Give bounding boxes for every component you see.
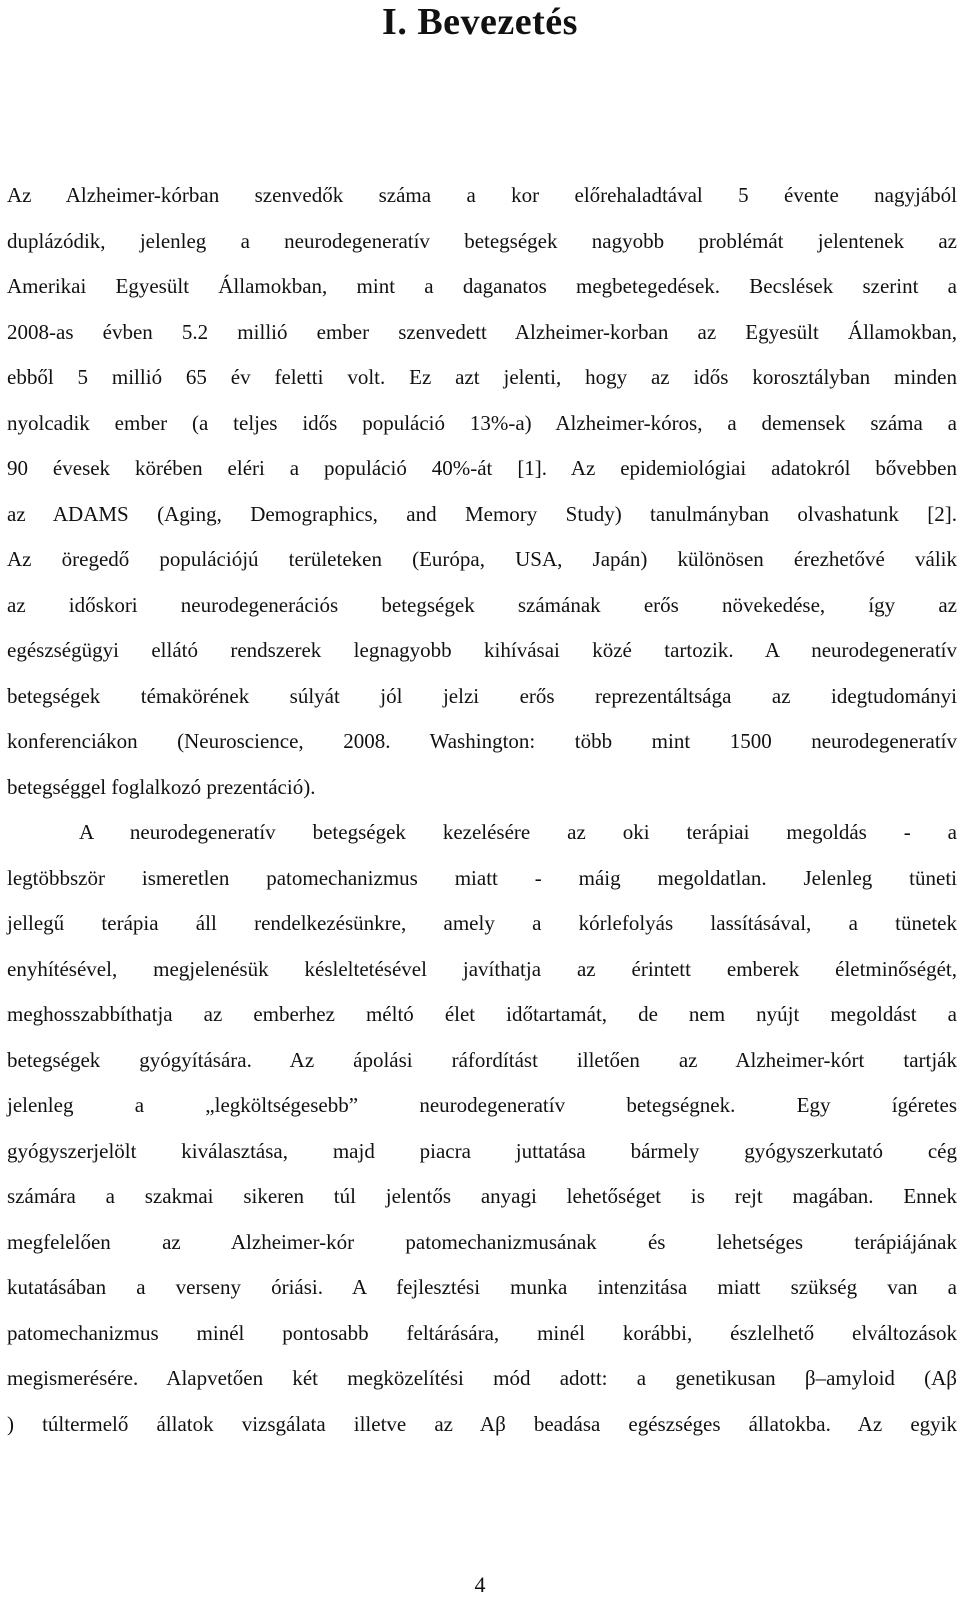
text-line: legtöbbször ismeretlen patomechanizmus miatt - máig megoldatlan. Jelenleg tüneti — [7, 865, 957, 890]
text-line: enyhítésével, megjelenésük késleltetésével javíthatja az érintett emberek életminőségét, — [7, 956, 957, 981]
text-line: 90 évesek körében eléri a populáció 40%-át [1]. Az epidemiológiai adatokról bővebben — [7, 456, 957, 480]
text-line: kutatásában a verseny óriási. A fejlesztési munka intenzitása miatt szükség van a — [7, 1275, 957, 1299]
text-line: megismerésére. Alapvetően két megközelítési mód adott: a genetikusan β–amyloid (Aβ — [7, 1366, 957, 1390]
paragraph-1 — [7, 173, 957, 810]
text-line: konferenciákon (Neuroscience, 2008. Washington: több mint 1500 neurodegeneratív — [7, 729, 957, 753]
text-line: jellegű terápia áll rendelkezésünkre, amely a kórlefolyás lassításával, a tünetek — [7, 911, 957, 935]
text-line: 2008-as évben 5.2 millió ember szenvedett Alzheimer-korban az Egyesült Államokban, — [7, 319, 957, 344]
text-line: ebből 5 millió 65 év feletti volt. Ez azt jelenti, hogy az idős korosztályban minden — [7, 365, 957, 389]
text-line: A neurodegeneratív betegségek kezelésére az oki terápiai megoldás - a — [79, 820, 957, 844]
text-line: meghosszabbíthatja az emberhez méltó élet időtartamát, de nem nyújt megoldást a — [7, 1002, 957, 1026]
text-line: Az Alzheimer-kórban szenvedők száma a kor előrehaladtával 5 évente nagyjából — [7, 183, 957, 207]
text-line: számára a szakmai sikeren túl jelentős anyagi lehetőséget is rejt magában. Ennek — [7, 1184, 957, 1208]
text-line: egészségügyi ellátó rendszerek legnagyobb kihívásai közé tartozik. A neurodegeneratív — [7, 638, 957, 662]
text-line: jelenleg a „legköltségesebb” neurodegeneratív betegségnek. Egy ígéretes — [7, 1093, 957, 1117]
text-line: az időskori neurodegenerációs betegségek számának erős növekedése, így az — [7, 592, 957, 617]
page-number: 4 — [474, 1572, 486, 1597]
chapter-title: I. Bevezetés — [382, 1, 578, 43]
paragraph-2 — [7, 810, 957, 1447]
text-line: gyógyszerjelölt kiválasztása, majd piacra juttatása bármely gyógyszerkutató cég — [7, 1138, 957, 1163]
text-line: ) túltermelő állatok vizsgálata illetve az Aβ beadása egészséges állatokba. Az egyik — [7, 1411, 957, 1436]
body-text — [7, 173, 957, 1447]
text-line: Amerikai Egyesült Államokban, mint a daganatos megbetegedések. Becslések szerint a — [7, 274, 957, 298]
text-line: betegséggel foglalkozó prezentáció). — [7, 774, 316, 799]
text-line: Az öregedő populációjú területeken (Európa, USA, Japán) különösen érezhetővé válik — [7, 547, 957, 571]
text-line: patomechanizmus minél pontosabb feltárására, minél korábbi, észlelhető elváltozások — [7, 1320, 957, 1345]
text-line: betegségek témakörének súlyát jól jelzi erős reprezentáltsága az idegtudományi — [7, 683, 957, 708]
text-line: betegségek gyógyítására. Az ápolási ráfordítást illetően az Alzheimer-kórt tartják — [7, 1047, 957, 1072]
text-line: megfelelően az Alzheimer-kór patomechanizmusának és lehetséges terápiájának — [7, 1229, 957, 1254]
text-line: az ADAMS (Aging, Demographics, and Memory Study) tanulmányban olvashatunk [2]. — [7, 501, 957, 526]
text-line: duplázódik, jelenleg a neurodegeneratív betegségek nagyobb problémát jelentenek az — [7, 228, 957, 253]
text-line: nyolcadik ember (a teljes idős populáció 13%-a) Alzheimer-kóros, a demensek száma a — [7, 410, 957, 435]
